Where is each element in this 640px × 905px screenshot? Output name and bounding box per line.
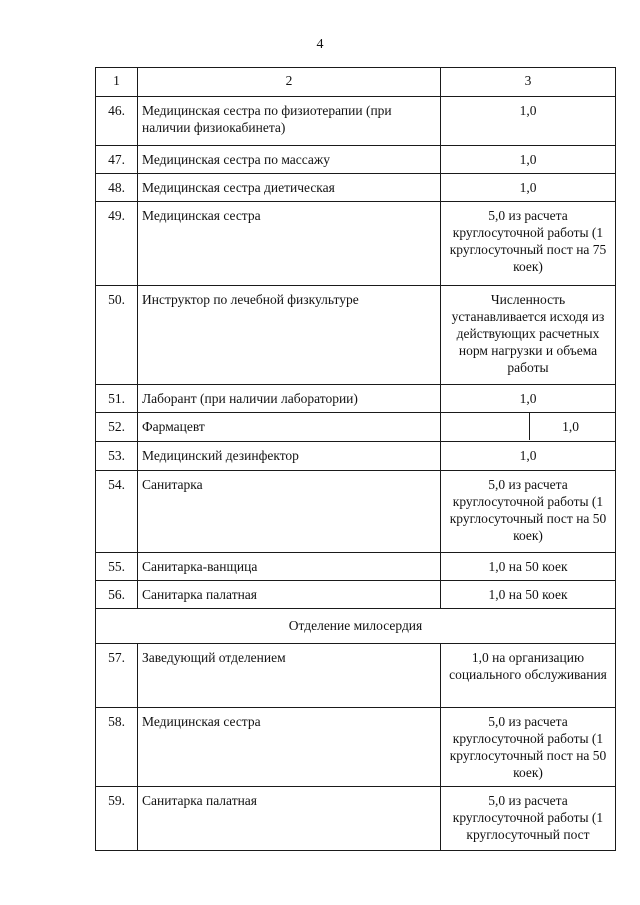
staff-count: 1,0 — [441, 385, 616, 413]
staff-count: 1,0 — [441, 442, 616, 471]
staff-count: 1,0 — [441, 146, 616, 174]
position-name: Лаборант (при наличии лаборатории) — [138, 385, 441, 413]
staff-count: 5,0 из расчета круглосуточной работы (1 круглосуточный пост на 50 коек) — [441, 471, 616, 553]
position-name: Санитарка — [138, 471, 441, 553]
table-row — [96, 286, 616, 385]
page-number: 4 — [316, 37, 324, 52]
staff-count: 1,0 — [441, 97, 616, 146]
staff-count: 1,0 на 50 коек — [441, 581, 616, 609]
staff-count-split-cell — [441, 413, 616, 442]
table-row — [96, 708, 616, 787]
row-number: 46. — [96, 97, 138, 146]
staff-count: Численность устанавливается исходя из действующих расчетных норм нагрузки и объема работы — [441, 286, 616, 385]
row-number: 53. — [96, 442, 138, 471]
section-title: Отделение милосердия — [96, 609, 616, 644]
table-row — [96, 471, 616, 553]
header-cell-1: 1 — [96, 68, 138, 97]
table-row — [96, 202, 616, 286]
row-number: 48. — [96, 174, 138, 202]
row-number: 56. — [96, 581, 138, 609]
row-number: 54. — [96, 471, 138, 553]
staff-count: 1,0 — [441, 174, 616, 202]
table-row — [96, 442, 616, 471]
row-number: 51. — [96, 385, 138, 413]
split-cell-empty — [443, 413, 530, 440]
staff-count: 1,0 на 50 коек — [441, 553, 616, 581]
row-number: 57. — [96, 644, 138, 708]
header-cell-2: 2 — [138, 68, 441, 97]
staff-count: 1,0 — [562, 419, 579, 434]
table-row — [96, 644, 616, 708]
row-number: 55. — [96, 553, 138, 581]
staffing-table-body — [96, 68, 616, 851]
header-cell-3: 3 — [441, 68, 616, 97]
section-row — [96, 609, 616, 644]
position-name: Медицинская сестра — [138, 202, 441, 286]
staff-count: 5,0 из расчета круглосуточной работы (1 круглосуточный пост на 50 коек) — [441, 708, 616, 787]
position-name: Медицинская сестра — [138, 708, 441, 787]
table-row — [96, 413, 616, 442]
table-row — [96, 553, 616, 581]
table-row — [96, 146, 616, 174]
staffing-table — [95, 67, 616, 851]
row-number: 59. — [96, 787, 138, 851]
table-row — [96, 581, 616, 609]
row-number: 49. — [96, 202, 138, 286]
staff-count: 5,0 из расчета круглосуточной работы (1 круглосуточный пост — [441, 787, 616, 851]
row-number: 58. — [96, 708, 138, 787]
table-row — [96, 97, 616, 146]
position-name: Санитарка-ванщица — [138, 553, 441, 581]
split-cell-container — [445, 418, 611, 435]
table-header-row — [96, 68, 616, 97]
table-row — [96, 385, 616, 413]
staff-count: 1,0 на организацию социального обслуживания — [441, 644, 616, 708]
position-name: Медицинская сестра диетическая — [138, 174, 441, 202]
position-name: Медицинская сестра по физиотерапии (при наличии физиокабинета) — [138, 97, 441, 146]
position-name: Медицинская сестра по массажу — [138, 146, 441, 174]
position-name: Медицинский дезинфектор — [138, 442, 441, 471]
position-name: Инструктор по лечебной физкультуре — [138, 286, 441, 385]
row-number: 47. — [96, 146, 138, 174]
table-row — [96, 787, 616, 851]
position-name: Заведующий отделением — [138, 644, 441, 708]
table-row — [96, 174, 616, 202]
position-name: Фармацевт — [138, 413, 441, 442]
staff-count: 5,0 из расчета круглосуточной работы (1 круглосуточный пост на 75 коек) — [441, 202, 616, 286]
row-number: 52. — [96, 413, 138, 442]
position-name: Санитарка палатная — [138, 787, 441, 851]
row-number: 50. — [96, 286, 138, 385]
position-name: Санитарка палатная — [138, 581, 441, 609]
